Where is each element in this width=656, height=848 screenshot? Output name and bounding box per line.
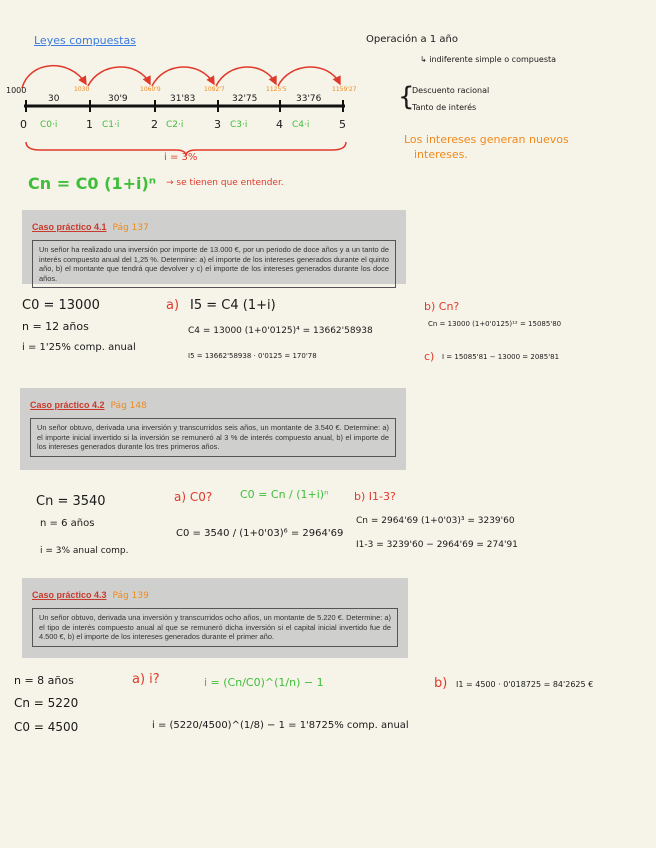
tick-label-5: 5	[339, 118, 346, 131]
case-text-2: Un señor obtuvo, derivada una inversión y transcurridos seis años, un montante de 3.540 €. Determine: a) el importe inicial invertido si la inversión se remuneró al 3 % de interés compuesto anual, b) el importe de los intereses generados durante los tres primeros años.	[30, 418, 396, 457]
accumulated-5: 1159'27	[332, 86, 357, 93]
case3-b-line: I1 = 4500 · 0'018725 = 84'2625 €	[456, 680, 594, 689]
interest-5: 33'76	[296, 94, 322, 104]
case-page-1: Pág 137	[112, 223, 149, 233]
case-page-3: Pág 139	[112, 591, 149, 601]
case2-cn: Cn = 3540	[36, 494, 106, 509]
tick-label-2: 2	[151, 118, 158, 131]
arc-3-4	[216, 67, 276, 86]
interest-3: 31'83	[170, 94, 196, 104]
case-box-2	[20, 388, 406, 470]
rate-label: i = 3%	[164, 152, 198, 163]
segment-label-4: C3·i	[230, 120, 248, 130]
segment-label-2: C1·i	[102, 120, 120, 130]
start-amount: 1000	[6, 86, 27, 95]
brace-item-2: Tanto de interés	[412, 103, 477, 112]
op-line-2: ↳ indiferente simple o compuesta	[420, 55, 557, 64]
case1-i: i = 1'25% comp. anual	[22, 342, 136, 353]
tick-label-4: 4	[276, 118, 283, 131]
main-formula: Cn = C0 (1+i)ⁿ	[28, 174, 157, 193]
tick-label-1: 1	[86, 118, 93, 131]
case-box-1	[22, 210, 406, 284]
case1-b-line: Cn = 13000 (1+0'0125)¹² = 15085'80	[428, 320, 562, 328]
case3-b-label: b)	[434, 676, 448, 691]
case1-a-formula: I5 = C4 (1+i)	[190, 298, 276, 313]
case2-i: i = 3% anual comp.	[40, 546, 129, 556]
segment-label-5: C4·i	[292, 120, 310, 130]
case3-a-green: i = (Cn/C0)^(1/n) − 1	[204, 676, 324, 689]
case1-c0: C0 = 13000	[22, 298, 100, 313]
interest-2: 30'9	[108, 94, 128, 104]
tick-label-0: 0	[20, 118, 27, 131]
case1-a-line2: I5 = 13662'58938 · 0'0125 = 170'78	[188, 352, 317, 360]
arc-0-1	[22, 66, 86, 88]
segment-label-1: C0·i	[40, 120, 58, 130]
arc-2-3	[152, 67, 214, 86]
brace-symbol: {	[398, 82, 415, 112]
brace-item-1: Descuento racional	[412, 86, 490, 95]
interest-1: 30	[48, 94, 60, 104]
case-text-1: Un señor ha realizado una inversión por importe de 13.000 €, por un periodo de doce años y a un tanto de interés compuesto anual del 1,25 %. Determine: a) el importe de los intereses generados durante el quinto año, b) el montante que tendrá que devolver y c) el importe de los intereses generados durante los doce años.	[32, 240, 396, 288]
case2-n: n = 6 años	[40, 518, 95, 529]
interest-4: 32'75	[232, 94, 258, 104]
case2-a-green: C0 = Cn / (1+i)ⁿ	[240, 488, 329, 501]
op-line-1: Operación a 1 año	[366, 34, 458, 45]
orange-note-1: Los intereses generan nuevos	[404, 133, 569, 146]
case1-b-label: b) Cn?	[424, 300, 460, 313]
arc-4-5	[278, 67, 340, 86]
case-title-2: Caso práctico 4.2	[30, 400, 105, 410]
orange-note-2: intereses.	[414, 148, 468, 161]
case3-c0: C0 = 4500	[14, 720, 79, 734]
case-text-3: Un señor obtuvo, derivada una inversión y transcurridos ocho años, un montante de 5.220 €. Determine: a) el tipo de interés compuesto anual al que se remuneró dicha inversión si el capital inicial invertido fue de 4.500 €, b) el importe de los intereses generados durante el primer año.	[32, 608, 398, 647]
formula-note: → se tienen que entender.	[166, 178, 284, 188]
case1-a-label: a)	[166, 298, 180, 313]
case3-a-line: i = (5220/4500)^(1/8) − 1 = 1'8725% comp. anual	[152, 720, 409, 731]
accumulated-3: 1092'7	[204, 86, 225, 93]
case3-a-label: a) i?	[132, 672, 160, 687]
segment-label-3: C2·i	[166, 120, 184, 130]
case3-n: n = 8 años	[14, 674, 74, 687]
case-title-1: Caso práctico 4.1	[32, 222, 107, 232]
notes-title: Leyes compuestas	[34, 34, 136, 47]
accumulated-4: 1125'5	[266, 86, 287, 93]
case-title-3: Caso práctico 4.3	[32, 590, 107, 600]
accumulated-1: 1030	[74, 86, 90, 93]
case-page-2: Pág 148	[110, 401, 147, 411]
tick-label-3: 3	[214, 118, 221, 131]
case1-a-line1: C4 = 13000 (1+0'0125)⁴ = 13662'58938	[188, 326, 373, 336]
case2-b-label: b) I1-3?	[354, 490, 396, 503]
accumulated-2: 1060'9	[140, 86, 161, 93]
case2-b-line1: Cn = 2964'69 (1+0'03)³ = 3239'60	[356, 516, 515, 526]
case1-c-label: c)	[424, 350, 435, 363]
case2-b-line2: I1-3 = 3239'60 − 2964'69 = 274'91	[356, 540, 518, 550]
case1-c-line: I = 15085'81 − 13000 = 2085'81	[442, 353, 560, 361]
case1-n: n = 12 años	[22, 320, 89, 333]
case2-a-line: C0 = 3540 / (1+0'03)⁶ = 2964'69	[176, 528, 344, 539]
case3-cn: Cn = 5220	[14, 696, 79, 710]
arc-1-2	[88, 67, 150, 86]
case-box-3	[22, 578, 408, 658]
case2-a-label: a) C0?	[174, 490, 213, 504]
